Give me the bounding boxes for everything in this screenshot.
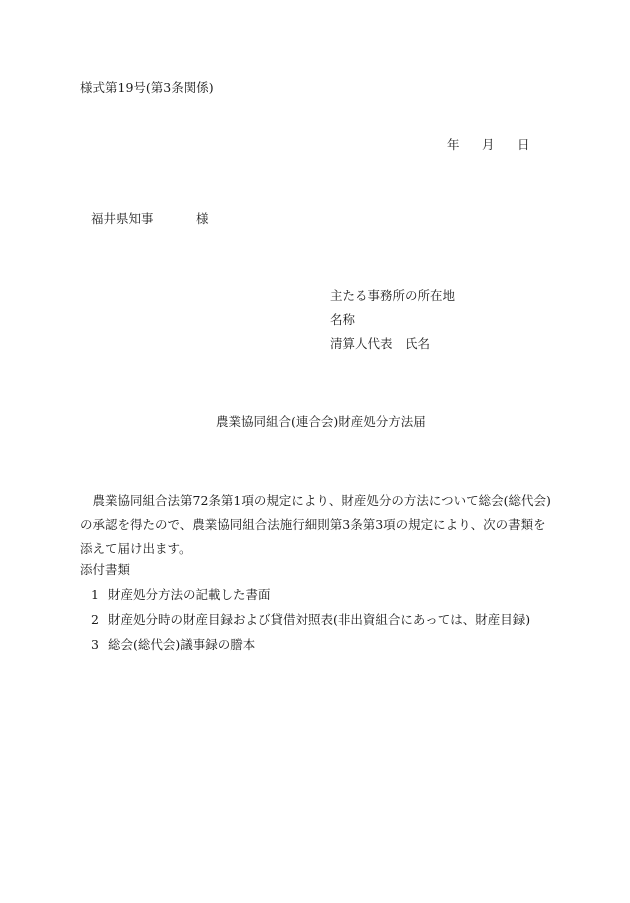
form-number: 様式第19号(第3条関係) [80, 80, 214, 95]
date-month-label: 月 [482, 137, 495, 152]
body-text: 農業協同組合法第72条第1項の規定により、財産処分の方法について総会(総代会)の承認を得たので、農業協同組合法施行細則第3条第3項の規定により、次の書類を添えて届け出ます。 [80, 493, 551, 556]
attachments-heading: 添付書類 [80, 562, 131, 577]
sender-office-label: 主たる事務所の所在地 [330, 288, 456, 303]
date-day-label: 日 [517, 137, 530, 152]
sender-representative-label: 清算人代表 氏名 [330, 336, 431, 351]
attachment-number: 3 [91, 637, 99, 652]
addressee-honorific: 様 [196, 211, 209, 226]
attachment-text: 総会(総代会)議事録の謄本 [108, 637, 256, 652]
sender-name-label: 名称 [330, 312, 356, 327]
attachment-number: 2 [91, 612, 99, 627]
attachment-text: 財産処分時の財産目録および貸借対照表(非出資組合にあっては、財産目録) [108, 612, 531, 627]
addressee-name: 福井県知事 [91, 211, 154, 226]
attachment-text: 財産処分方法の記載した書面 [108, 587, 271, 602]
document-title: 農業協同組合(連合会)財産処分方法届 [216, 414, 426, 429]
date-year-label: 年 [447, 137, 460, 152]
attachment-number: 1 [91, 587, 99, 602]
